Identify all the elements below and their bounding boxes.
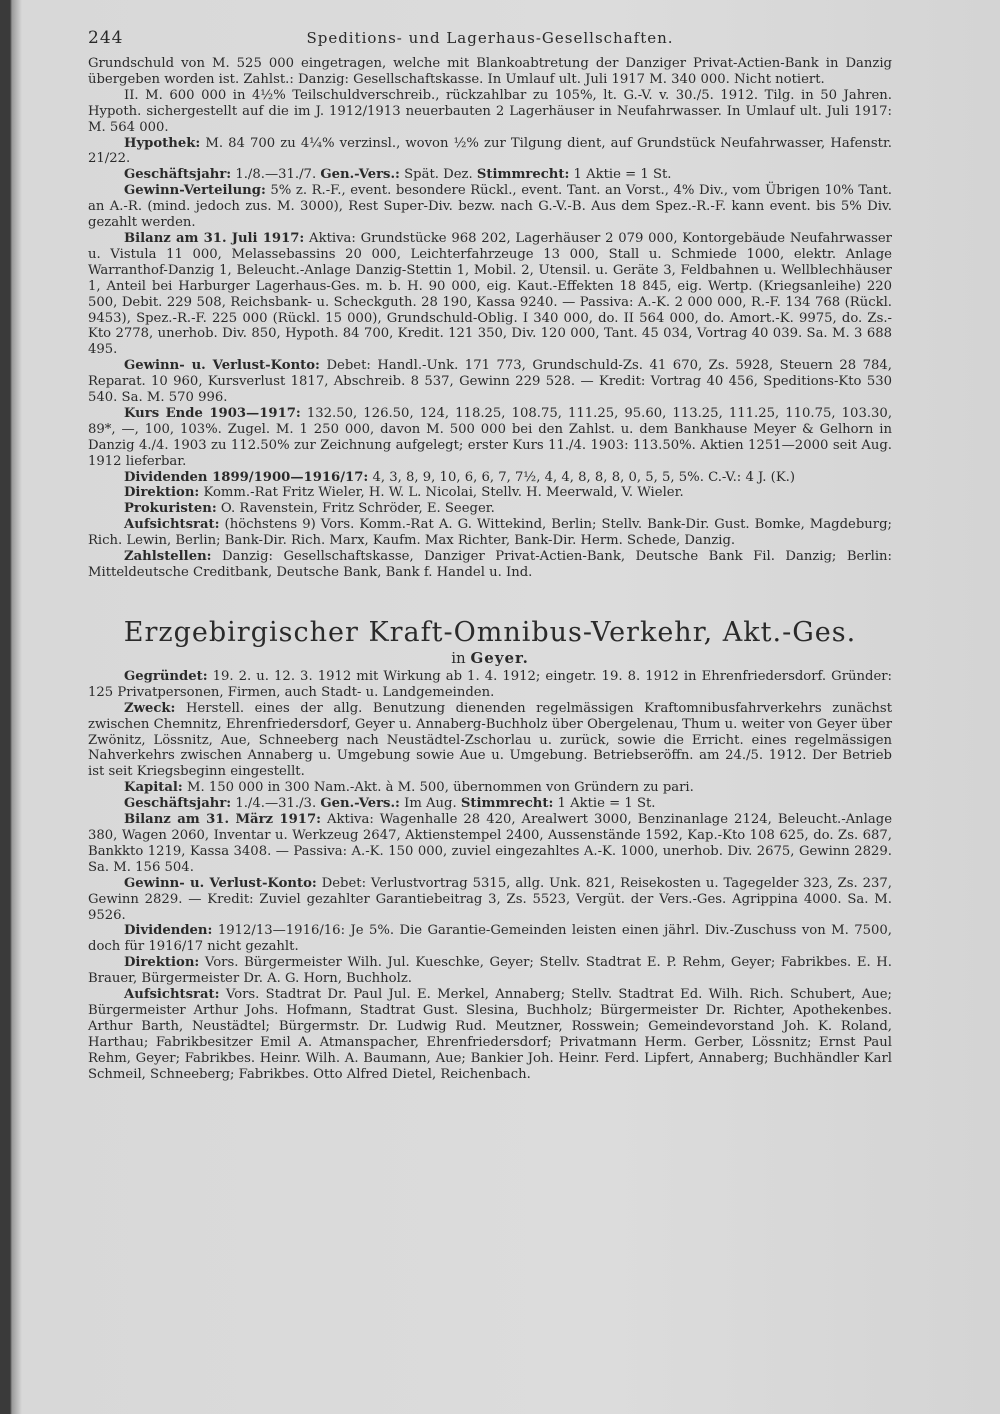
- entry-zweck: [88, 701, 892, 781]
- text-geschaeftsjahr: 1./8.—31./7.: [231, 167, 321, 183]
- running-title: Speditions- und Lagerhaus-Gesellschaften.: [306, 29, 674, 47]
- text-kapital: M. 150 000 in 300 Nam.-Akt. à M. 500, übernommen von Gründern zu pari.: [182, 780, 694, 796]
- text-aufsichtsrat-2: Vors. Stadtrat Dr. Paul Jul. E. Merkel, Annaberg; Stellv. Stadtrat Ed. Wilh. Rich. Schubert, Aue; Bürgermeister Arthur Johs. Hofmann, Stadtrat Gust. Slesina, Buchholz; Bürgermeister Dr. Richter, Apothekenbes. Arthur Barth, Neustädtel; Bürgermstr. Dr. Ludwig Rud. Meutzner, Rosswein; Gemeindevorstand Joh. K. Roland, Harthau; Fabrikbesitzer Emil A. Atmanspacher, Ehrenfriedersdorf; Privatmann Herm. Gerber, Lössnitz; Ernst Paul Rehm, Geyer; Fabrikbes. Heinr. Wilh. A. Baumann, Aue; Bankier Joh. Heinr. Ferd. Lipfert, Annaberg; Buchhändler Karl Schmeil, Schneeberg; Fabrikbes. Otto Alfred Dietel, Reichenbach.: [88, 987, 892, 1082]
- entry-bilanz: [88, 231, 892, 358]
- label-zahlstellen: Zahlstellen:: [124, 549, 212, 565]
- entry-aufsichtsrat-2: [88, 987, 892, 1082]
- label-kurs: Kurs Ende 1903—1917:: [124, 405, 301, 421]
- company-seat: [88, 649, 892, 667]
- page-number: 244: [88, 28, 124, 48]
- entry-dividenden: [88, 470, 892, 486]
- entry-kapital: [88, 780, 892, 796]
- page-header: [88, 28, 892, 56]
- label-aufsichtsrat-2: Aufsichtsrat:: [124, 987, 220, 1003]
- label-gewinn-verlust-2: Gewinn- u. Verlust-Konto:: [124, 875, 317, 891]
- text-dividenden-2: 1912/13—1916/16: Je 5%. Die Garantie-Gemeinden leisten einen jährl. Div.-Zuschuss von M. 7500, doch für 1916/17 nicht gezahlt.: [88, 923, 892, 955]
- text-gegruendet: 19. 2. u. 12. 3. 1912 mit Wirkung ab 1. 4. 1912; eingetr. 19. 8. 1912 in Ehrenfriedersdorf. Gründer: 125 Privatpersonen, Firmen, auch Stadt- u. Landgemeinden.: [88, 668, 892, 700]
- label-dividenden-2: Dividenden:: [124, 923, 213, 939]
- label-bilanz-2: Bilanz am 31. März 1917:: [124, 812, 321, 828]
- text-gewinn-verlust-2: Debet: Verlustvortrag 5315, allg. Unk. 821, Reisekosten u. Tagegelder 323, Zs. 237, Gewinn 2829. — Kredit: Zuviel gezahlter Garantiebeitrag 3, Zs. 5523, Vergüt. der Vers.-Ges. Agrippina 4000. Sa. M. 9526.: [88, 875, 892, 923]
- label-bilanz: Bilanz am 31. Juli 1917:: [124, 230, 305, 246]
- entry-gegruendet: [88, 669, 892, 701]
- entry-prokuristen: [88, 501, 892, 517]
- text-zahlstellen: Danzig: Gesellschaftskasse, Danziger Privat-Actien-Bank, Deutsche Bank Fil. Danzig; Berlin: Mitteldeutsche Creditbank, Deutsche Bank, Bank f. Handel u. Ind.: [88, 549, 892, 580]
- text-hypothek: M. 84 700 zu 4¼% verzinsl., wovon ½% zur Tilgung dient, auf Grundstück Neufahrwasser, Hafenstr. 21/22.: [88, 135, 892, 167]
- label-stimmrecht-2: Stimmrecht:: [460, 796, 554, 812]
- text-dividenden: 4, 3, 8, 9, 10, 6, 6, 7, 7½, 4, 4, 8, 8, 8, 0, 5, 5, 5%. C.-V.: 4 J. (K.): [368, 469, 796, 485]
- text-aufsichtsrat: (höchstens 9) Vors. Komm.-Rat A. G. Wittekind, Berlin; Stellv. Bank-Dir. Gust. Bomke, Magdeburg; Rich. Lewin, Berlin; Bank-Dir. Rich. Marx, Kaufm. Max Richter, Bank-Dir. Herm. Schede, Danzig.: [88, 517, 892, 549]
- text-stimmrecht: 1 Aktie = 1 St.: [569, 167, 672, 183]
- entry-bilanz-2: [88, 812, 892, 876]
- label-gegruendet: Gegründet:: [124, 668, 208, 684]
- label-gewinn-verlust: Gewinn- u. Verlust-Konto:: [124, 358, 320, 374]
- label-direktion-2: Direktion:: [124, 955, 200, 971]
- label-direktion: Direktion:: [124, 485, 200, 501]
- seat-prefix: in: [451, 648, 466, 667]
- text-stimmrecht-2: 1 Aktie = 1 St.: [553, 796, 656, 812]
- entry-zahlstellen: [88, 549, 892, 581]
- entry-kurs: [88, 406, 892, 470]
- entry-direktion: [88, 485, 892, 501]
- entry-geschaeftsjahr: [88, 167, 892, 183]
- entry-hypothek: [88, 136, 892, 168]
- label-dividenden: Dividenden 1899/1900—1916/17:: [124, 469, 369, 485]
- text-zweck: Herstell. eines der allg. Benutzung dienenden regelmässigen Kraftomnibusfahrverkehrs zunächst zwischen Chemnitz, Ehrenfriedersdorf, Geyer u. Annaberg-Buchholz über Obergelenau, Thum u. weiter von Geyer über Zwönitz, Lössnitz, Aue, Schneeberg nach Neustädtel-Zschorlau u. zurück, sowie die Erricht. eines regelmässigen Nahverkehrs zwischen Annaberg u. Umgebung sowie Aue u. Umgebung. Betriebseröffn. am 24./5. 1912. Der Betrieb ist seit Kriegsbeginn eingestellt.: [88, 700, 892, 780]
- text-direktion-2: Vors. Bürgermeister Wilh. Jul. Kueschke, Geyer; Stellv. Stadtrat E. P. Rehm, Geyer; Fabrikbes. E. H. Brauer, Bürgermeister Dr. A. G. Horn, Buchholz.: [88, 955, 892, 987]
- text-gen-vers: Spät. Dez.: [399, 167, 477, 183]
- entry-gewinn-verlust: [88, 358, 892, 406]
- seat-city: Geyer.: [470, 648, 529, 667]
- label-geschaeftsjahr: Geschäftsjahr:: [124, 167, 232, 183]
- label-stimmrecht: Stimmrecht:: [476, 167, 570, 183]
- text-prokuristen: O. Ravenstein, Fritz Schröder, E. Seeger.: [216, 501, 495, 517]
- company-title: Erzgebirgischer Kraft-Omnibus-Verkehr, Akt.-Ges.: [123, 616, 857, 648]
- paragraph-grundschuld: Grundschuld von M. 525 000 eingetragen, welche mit Blankoabtretung der Danziger Privat-Actien-Bank in Danzig übergeben worden ist. Zahlst.: Danzig: Gesellschaftskasse. In Umlauf ult. Juli 1917 M. 340 000. Nicht notiert.: [88, 56, 892, 87]
- entry-geschaeftsjahr-2: [88, 796, 892, 812]
- label-kapital: Kapital:: [124, 780, 183, 796]
- label-gen-vers-2: Gen.-Vers.:: [320, 796, 400, 812]
- label-hypothek: Hypothek:: [124, 135, 201, 151]
- entry-aufsichtsrat: [88, 517, 892, 549]
- text-geschaeftsjahr-2: 1./4.—31./3.: [231, 796, 321, 812]
- text-bilanz: Aktiva: Grundstücke 968 202, Lagerhäuser 2 079 000, Kontorgebäude Neufahrwasser u. Vistula 11 000, Melassebassins 20 000, Leichterfahrzeuge 13 000, Stall u. Schmiede 1000, elektr. Anlage Warranthof-Danzig 1, Beleucht.-Anlage Danzig-Stettin 1, Mobil. 2, Utensil. u. Geräte 3, Feldbahnen u. Wellblechhäuser 1, Anteil bei Harburger Lagerhaus-Ges. m. b. H. 90 000, eig. Kaut.-Effekten 18 845, eig. Wertp. (Kriegsanleihe) 220 500, Debit. 229 508, Reichsbank- u. Scheckguth. 28 190, Kassa 9240. — Passiva: A.-K. 2 000 000, R.-F. 134 768 (Rückl. 9453), Spez.-R.-F. 225 000 (Rückl. 15 000), Grundschuld-Oblig. I 340 000, do. II 564 000, do. Amort.-K. 9975, do. Zs.-Kto 2778, unerhob. Div. 850, Hypoth. 84 700, Kredit. 121 350, Div. 120 000, Tant. 45 034, Vortrag 40 039. Sa. M. 3 688 495.: [88, 230, 892, 358]
- label-prokuristen: Prokuristen:: [124, 501, 217, 517]
- paragraph-teilschuld: II. M. 600 000 in 4½% Teilschuldverschreib., rückzahlbar zu 105%, lt. G.-V. v. 30./5. 1912. Tilg. in 50 Jahren. Hypoth. sichergestellt auf die im J. 1912/1913 neuerbauten 2 Lagerhäuser in Neufahrwasser. In Umlauf ult. Juli 1917: M. 564 000.: [88, 87, 892, 135]
- entry-dividenden-2: [88, 923, 892, 955]
- label-aufsichtsrat: Aufsichtsrat:: [124, 517, 220, 533]
- label-zweck: Zweck:: [124, 700, 176, 716]
- content: [88, 28, 892, 1082]
- label-gen-vers: Gen.-Vers.:: [320, 167, 400, 183]
- text-gewinn-verlust: Debet: Handl.-Unk. 171 773, Grundschuld-Zs. 41 670, Zs. 5928, Steuern 28 784, Reparat. 10 960, Kursverlust 1817, Abschreib. 8 537, Gewinn 229 528. — Kredit: Vortrag 40 456, Speditions-Kto 530 540. Sa. M. 570 996.: [88, 358, 892, 406]
- text-direktion: Komm.-Rat Fritz Wieler, H. W. L. Nicolai, Stellv. H. Meerwald, V. Wieler.: [199, 485, 684, 501]
- label-gewinn-verteilung: Gewinn-Verteilung:: [124, 183, 266, 199]
- text-kurs: 132.50, 126.50, 124, 118.25, 108.75, 111.25, 95.60, 113.25, 111.25, 110.75, 103.30, 89*, —, 100, 103%. Zugel. M. 1 250 000, davon M. 500 000 bei den Zahlst. u. dem Bankhause Meyer & Gelhorn in Danzig 4./4. 1903 zu 112.50% zur Zeichnung aufgelegt; erster Kurs 11./4. 1903: 113.50%. Aktien 1251—2000 seit Aug. 1912 lieferbar.: [88, 405, 893, 469]
- text-gewinn-verteilung: 5% z. R.-F., event. besondere Rückl., event. Tant. an Vorst., 4% Div., vom Übrigen 10% Tant. an A.-R. (mind. jedoch zus. M. 3000), Rest Super-Div. bezw. nach G.-V.-B. Aus dem Spez.-R.-F. kann event. bis 5% Div. gezahlt werden.: [88, 183, 892, 231]
- entry-gewinn-verlust-2: [88, 876, 892, 924]
- label-geschaeftsjahr-2: Geschäftsjahr:: [124, 796, 232, 812]
- text-bilanz-2: Aktiva: Wagenhalle 28 420, Arealwert 3000, Benzinanlage 2124, Beleucht.-Anlage 380, Wagen 2060, Inventar u. Werkzeug 2647, Aktienstempel 2400, Aussenstände 1592, Kap.-Kto 108 625, do. Zs. 687, Bankkto 1219, Kassa 3408. — Passiva: A.-K. 150 000, zuviel eingezahltes A.-K. 1000, unerhob. Div. 2675, Gewinn 2829. Sa. M. 156 504.: [88, 812, 892, 875]
- entry-direktion-2: [88, 955, 892, 987]
- entry-gewinn-verteilung: [88, 183, 892, 231]
- text-gen-vers-2: Im Aug.: [399, 796, 461, 812]
